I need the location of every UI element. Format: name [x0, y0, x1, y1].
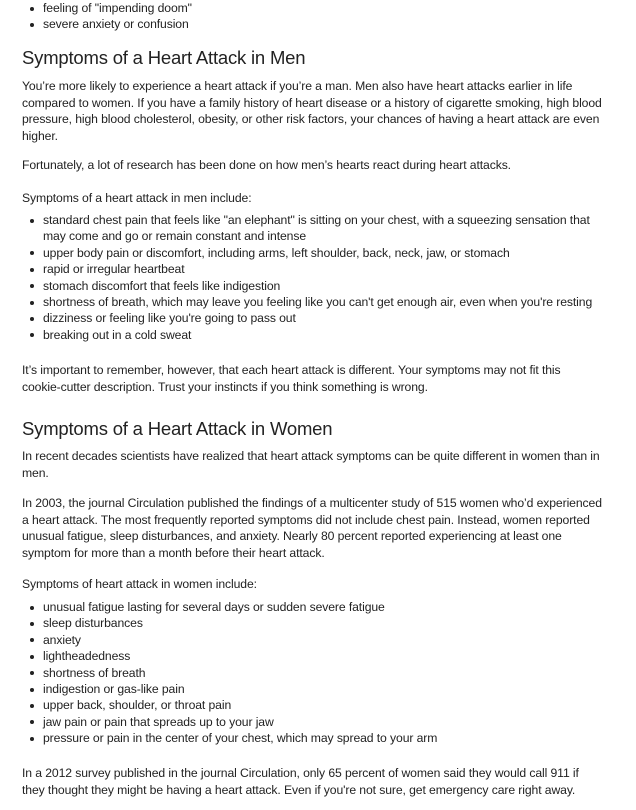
paragraph: Fortunately, a lot of research has been done on how men’s hearts react during heart attacks.: [22, 158, 511, 172]
paragraph: In a 2012 survey published in the journal Circulation, only 65 percent of women said they would call 911 if they thought they might be having a heart attack. Even if you're not sure, get emergency care right away.: [22, 766, 579, 797]
section-heading-men: Symptoms of a Heart Attack in Men: [22, 47, 306, 68]
list-item: pressure or pain in the center of your chest, which may spread to your arm: [43, 731, 438, 746]
list-item: dizziness or feeling like you're going to pass out: [43, 310, 602, 326]
list-item: shortness of breath: [43, 665, 437, 681]
list-item: anxiety: [43, 632, 437, 648]
symptom-list-general: [22, 0, 192, 33]
list-item: breaking out in a cold sweat: [43, 327, 602, 343]
list-item: unusual fatigue lasting for several days or sudden severe fatigue: [43, 599, 437, 615]
list-item: upper body pain or discomfort, including arms, left shoulder, back, neck, jaw, or stomach: [43, 245, 602, 261]
list-item: upper back, shoulder, or throat pain: [43, 697, 437, 713]
list-item: severe anxiety or confusion: [43, 16, 192, 32]
list-item: standard chest pain that feels like "an elephant" is sitting on your chest, with a squeezing sensation that may come and go or remain constant and intense: [43, 212, 602, 245]
list-item: sleep disturbances: [43, 615, 437, 631]
paragraph: You’re more likely to experience a heart attack if you’re a man. Men also have heart attacks earlier in life compared to women. If you have a family history of heart disease or a history of cigarette smoking, high blood pressure, high blood cholesterol, obesity, or other risk factors, your chances of having a heart attack are even higher.: [22, 79, 602, 143]
list-item: rapid or irregular heartbeat: [43, 261, 602, 277]
paragraph: In recent decades scientists have realized that heart attack symptoms can be quite different in women than in men.: [22, 449, 600, 480]
list-item: feeling of "impending doom": [43, 1, 192, 15]
list-item: jaw pain or pain that spreads up to your jaw: [43, 714, 437, 730]
list-item: lightheadedness: [43, 648, 437, 664]
list-item: shortness of breath, which may leave you feeling like you can't get enough air, even when you're resting: [43, 294, 602, 310]
list-intro: Symptoms of heart attack in women include:: [22, 577, 257, 591]
list-item: indigestion or gas-like pain: [43, 681, 437, 697]
list-intro: Symptoms of a heart attack in men include:: [22, 191, 252, 205]
section-heading-women: Symptoms of a Heart Attack in Women: [22, 418, 333, 439]
paragraph: In 2003, the journal Circulation published the findings of a multicenter study of 515 women who’d experienced a heart attack. The most frequently reported symptoms did not include chest pain. Instead, women reported unusual fatigue, sleep disturbances, and anxiety. Nearly 80 percent reported experiencing at least one symptom for more than a month before their heart attack.: [22, 496, 602, 560]
paragraph: It’s important to remember, however, that each heart attack is different. Your symptoms may not fit this cookie-cutter description. Trust your instincts if you think something is wrong.: [22, 363, 561, 394]
symptom-list-men: [22, 212, 602, 343]
list-item: stomach discomfort that feels like indigestion: [43, 278, 602, 294]
symptom-list-women: [22, 599, 437, 747]
